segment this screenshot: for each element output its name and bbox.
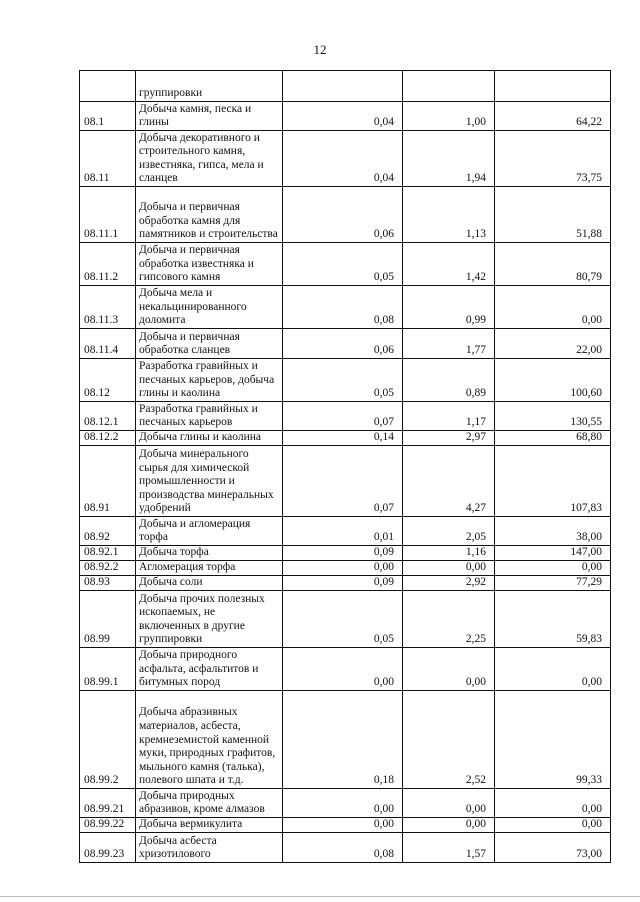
row-name: Добыча абразивных материалов, асбеста, кремнеземистой каменной муки, природных графитов, мыльного камня (талька), полевого шпата и т.д. — [136, 691, 283, 789]
table-row — [80, 286, 611, 329]
row-name: Добыча камня, песка и глины — [136, 102, 283, 131]
row-value-3: 130,55 — [495, 402, 611, 431]
row-name: Добыча декоративного и строительного камня, известняка, гипса, мела и сланцев — [136, 131, 283, 187]
row-value-3: 0,00 — [495, 789, 611, 818]
row-name: Добыча глины и каолина — [136, 431, 283, 446]
row-value-1 — [283, 71, 403, 102]
row-name: Добыча и первичная обработка известняка и гипсового камня — [136, 243, 283, 286]
row-value-1: 0,05 — [283, 243, 403, 286]
row-value-2: 0,00 — [403, 561, 495, 576]
row-value-2: 0,99 — [403, 286, 495, 329]
row-code: 08.12 — [80, 359, 136, 402]
data-table — [79, 70, 611, 863]
row-value-2 — [403, 71, 495, 102]
row-value-2: 1,94 — [403, 131, 495, 187]
row-name: Разработка гравийных и песчаных карьеров, добыча глины и каолина — [136, 359, 283, 402]
row-value-2: 2,25 — [403, 591, 495, 648]
row-value-2: 1,77 — [403, 329, 495, 359]
row-value-1: 0,08 — [283, 833, 403, 863]
table-row — [80, 818, 611, 833]
row-value-2: 2,92 — [403, 576, 495, 591]
row-code: 08.91 — [80, 446, 136, 517]
row-value-1: 0,18 — [283, 691, 403, 789]
row-code: 08.11 — [80, 131, 136, 187]
row-value-2: 1,16 — [403, 546, 495, 561]
table-row — [80, 691, 611, 789]
row-value-2: 1,17 — [403, 402, 495, 431]
row-value-3: 107,83 — [495, 446, 611, 517]
row-value-3: 0,00 — [495, 818, 611, 833]
row-name: Разработка гравийных и песчаных карьеров — [136, 402, 283, 431]
table-row — [80, 329, 611, 359]
row-value-3: 100,60 — [495, 359, 611, 402]
row-code: 08.11.4 — [80, 329, 136, 359]
row-name: Добыча и первичная обработка камня для памятников и строительства — [136, 187, 283, 243]
table-row — [80, 243, 611, 286]
row-value-2: 2,97 — [403, 431, 495, 446]
row-value-2: 0,89 — [403, 359, 495, 402]
table-row — [80, 648, 611, 691]
row-name: Добыча и первичная обработка сланцев — [136, 329, 283, 359]
row-value-1: 0,05 — [283, 591, 403, 648]
row-value-1: 0,04 — [283, 131, 403, 187]
row-code: 08.92.2 — [80, 561, 136, 576]
table-row — [80, 576, 611, 591]
row-value-1: 0,00 — [283, 561, 403, 576]
row-value-1: 0,01 — [283, 517, 403, 546]
row-code: 08.11.3 — [80, 286, 136, 329]
table-row — [80, 102, 611, 131]
scan-edge-line — [0, 896, 640, 897]
row-code: 08.12.1 — [80, 402, 136, 431]
row-value-3: 0,00 — [495, 648, 611, 691]
row-code: 08.99.1 — [80, 648, 136, 691]
row-value-1: 0,06 — [283, 329, 403, 359]
row-code: 08.99.21 — [80, 789, 136, 818]
row-code: 08.93 — [80, 576, 136, 591]
row-value-2: 2,05 — [403, 517, 495, 546]
row-code: 08.92.1 — [80, 546, 136, 561]
row-value-3: 51,88 — [495, 187, 611, 243]
row-value-3: 73,00 — [495, 833, 611, 863]
row-value-3: 147,00 — [495, 546, 611, 561]
row-value-1: 0,07 — [283, 402, 403, 431]
row-name: Добыча природного асфальта, асфальтитов и битумных пород — [136, 648, 283, 691]
page-number: 12 — [313, 42, 327, 57]
row-code: 08.99.2 — [80, 691, 136, 789]
row-value-3 — [495, 71, 611, 102]
row-code: 08.12.2 — [80, 431, 136, 446]
row-value-1: 0,00 — [283, 818, 403, 833]
row-code: 08.11.2 — [80, 243, 136, 286]
row-code — [80, 71, 136, 102]
row-value-2: 2,52 — [403, 691, 495, 789]
table-row — [80, 402, 611, 431]
row-name: Добыча минерального сырья для химической промышленности и производства минеральных удобрений — [136, 446, 283, 517]
row-value-1: 0,06 — [283, 187, 403, 243]
table-row — [80, 789, 611, 818]
table-body — [80, 71, 611, 863]
row-value-1: 0,09 — [283, 576, 403, 591]
row-name: Добыча вермикулита — [136, 818, 283, 833]
row-value-3: 73,75 — [495, 131, 611, 187]
row-value-2: 1,42 — [403, 243, 495, 286]
row-value-2: 1,00 — [403, 102, 495, 131]
row-code: 08.1 — [80, 102, 136, 131]
table-row — [80, 546, 611, 561]
row-code: 08.99.22 — [80, 818, 136, 833]
row-value-2: 4,27 — [403, 446, 495, 517]
row-value-3: 99,33 — [495, 691, 611, 789]
row-name: Добыча торфа — [136, 546, 283, 561]
table-row — [80, 833, 611, 863]
row-value-3: 80,79 — [495, 243, 611, 286]
row-value-1: 0,07 — [283, 446, 403, 517]
table-row — [80, 561, 611, 576]
row-value-1: 0,14 — [283, 431, 403, 446]
row-value-3: 22,00 — [495, 329, 611, 359]
row-value-1: 0,08 — [283, 286, 403, 329]
row-value-3: 59,83 — [495, 591, 611, 648]
table-row — [80, 187, 611, 243]
table-row — [80, 359, 611, 402]
row-value-2: 0,00 — [403, 648, 495, 691]
row-value-2: 1,13 — [403, 187, 495, 243]
row-name: Добыча мела и некальцинированного доломита — [136, 286, 283, 329]
table-row — [80, 131, 611, 187]
row-value-3: 0,00 — [495, 561, 611, 576]
row-value-2: 0,00 — [403, 789, 495, 818]
row-value-1: 0,00 — [283, 789, 403, 818]
row-value-2: 0,00 — [403, 818, 495, 833]
row-value-1: 0,05 — [283, 359, 403, 402]
table-row — [80, 446, 611, 517]
row-name: Добыча асбеста хризотилового — [136, 833, 283, 863]
table-row — [80, 431, 611, 446]
row-value-1: 0,04 — [283, 102, 403, 131]
row-value-3: 64,22 — [495, 102, 611, 131]
row-code: 08.99 — [80, 591, 136, 648]
row-value-3: 0,00 — [495, 286, 611, 329]
row-value-3: 68,80 — [495, 431, 611, 446]
row-value-2: 1,57 — [403, 833, 495, 863]
row-name: группировки — [136, 71, 283, 102]
row-value-1: 0,09 — [283, 546, 403, 561]
row-name: Добыча соли — [136, 576, 283, 591]
row-name: Агломерация торфа — [136, 561, 283, 576]
row-name: Добыча природных абразивов, кроме алмазов — [136, 789, 283, 818]
row-value-3: 77,29 — [495, 576, 611, 591]
row-code: 08.92 — [80, 517, 136, 546]
table-row — [80, 517, 611, 546]
table-row — [80, 591, 611, 648]
row-code: 08.11.1 — [80, 187, 136, 243]
row-name: Добыча и агломерация торфа — [136, 517, 283, 546]
row-code: 08.99.23 — [80, 833, 136, 863]
row-name: Добыча прочих полезных ископаемых, не включенных в другие группировки — [136, 591, 283, 648]
row-value-1: 0,00 — [283, 648, 403, 691]
row-value-3: 38,00 — [495, 517, 611, 546]
table-row — [80, 71, 611, 102]
